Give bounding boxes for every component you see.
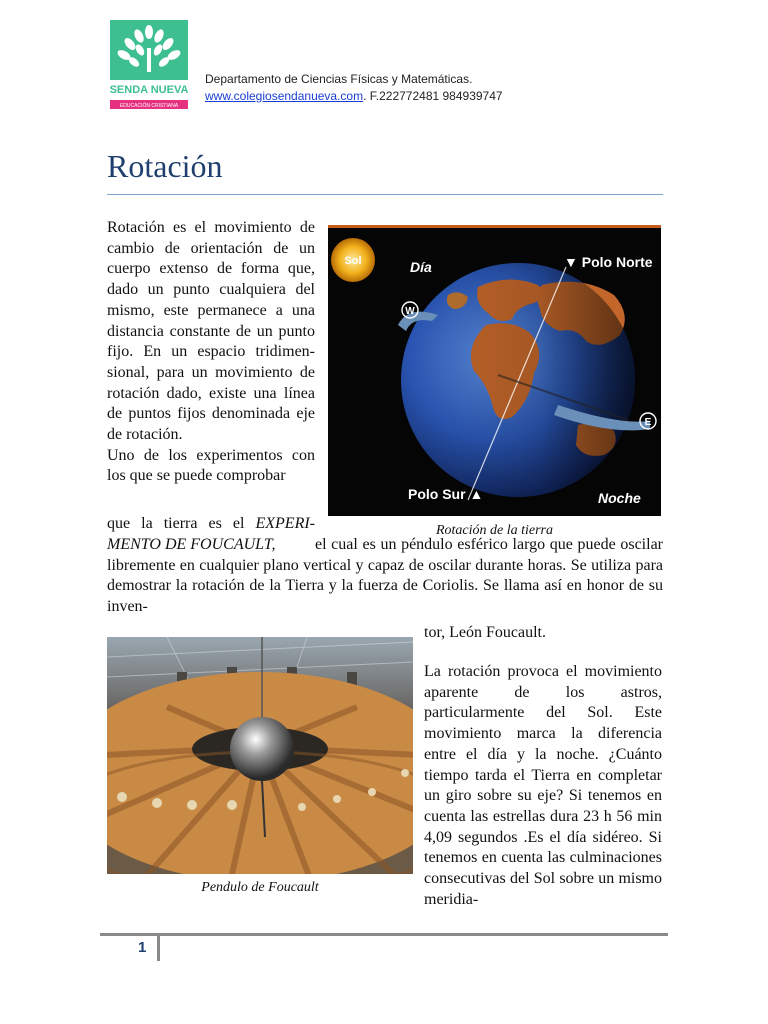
north-pole-label: ▼ Polo Norte (564, 254, 653, 270)
phone-numbers: . F.222772481 984939747 (363, 89, 503, 103)
paragraph-foucault-end: tor, León Foucault. (424, 624, 546, 641)
logo-text: SENDA NUEVA (110, 84, 188, 96)
south-pole-label: Polo Sur ▲ (408, 486, 484, 502)
paragraph-text: Rotación es el movimiento de cambio de orientación de un cuerpo extenso de forma que, dado un punto cualquiera del mismo, este permanece a una distancia constante de un punto fijo. En un espacio tridimen-sional, para un movimiento de rotación dado, existe una línea de puntos fijos denominada eje de rotación. (107, 219, 315, 444)
earth-rotation-figure (328, 225, 661, 516)
east-label: E (644, 417, 652, 428)
paragraph-rotation-definition (107, 218, 315, 487)
contact-line (205, 88, 503, 105)
night-label: Noche (598, 490, 641, 506)
department-name: Departamento de Ciencias Físicas y Matemáticas. (205, 72, 473, 86)
paragraph-text: que la tierra es el (107, 515, 256, 532)
pendulum-bob (230, 717, 294, 781)
experiment-name: EXPERI-MENTO DE FOUCAULT, (107, 515, 315, 553)
page-number-bar (157, 936, 160, 961)
pendulum-figure-caption: Pendulo de Foucault (201, 880, 319, 895)
website-link[interactable]: www.colegiosendanueva.com (205, 89, 364, 103)
earth-figure-caption: Rotación de la tierra (435, 523, 554, 538)
paragraph-apparent-motion: La rotación provoca el movimiento aparente de los astros, particularmente del Sol. Este movimiento marca la diferencia entre el día y la noche. ¿Cuánto tiempo tarda el Tierra en completar un giro sobre su eje? Si tenemos en cuenta las estrellas dura 23 h 56 min 4,09 segundos .Es el día sidéreo. Si tenemos en cuenta las culminaciones consecutivas del Sol sobre un mismo meridia- (424, 663, 662, 908)
page-number: 1 (138, 939, 147, 956)
title-divider (107, 194, 663, 195)
west-label: W (405, 306, 415, 317)
school-logo (110, 20, 188, 112)
page-title: Rotación (107, 148, 223, 184)
day-label: Día (410, 259, 432, 275)
department-info (205, 71, 503, 105)
paragraph-text-continued: Uno de los experimentos con los que se puede comprobar (107, 446, 315, 485)
logo-subtext: EDUCACIÓN CRISTIANA (119, 103, 179, 109)
footer-divider (100, 933, 668, 936)
paragraph-foucault-description (107, 535, 663, 618)
sun-label: Sol (344, 255, 362, 267)
foucault-pendulum-photo (107, 637, 413, 874)
paragraph-text: el cual es un péndulo esférico largo que puede oscilar libremente en cualquier plano vertical y capaz de oscilar durante horas. Se utiliza para demostrar la rotación de la Tierra y la fuerza de Coriolis. Se llama así en honor de su inven- (107, 536, 663, 616)
